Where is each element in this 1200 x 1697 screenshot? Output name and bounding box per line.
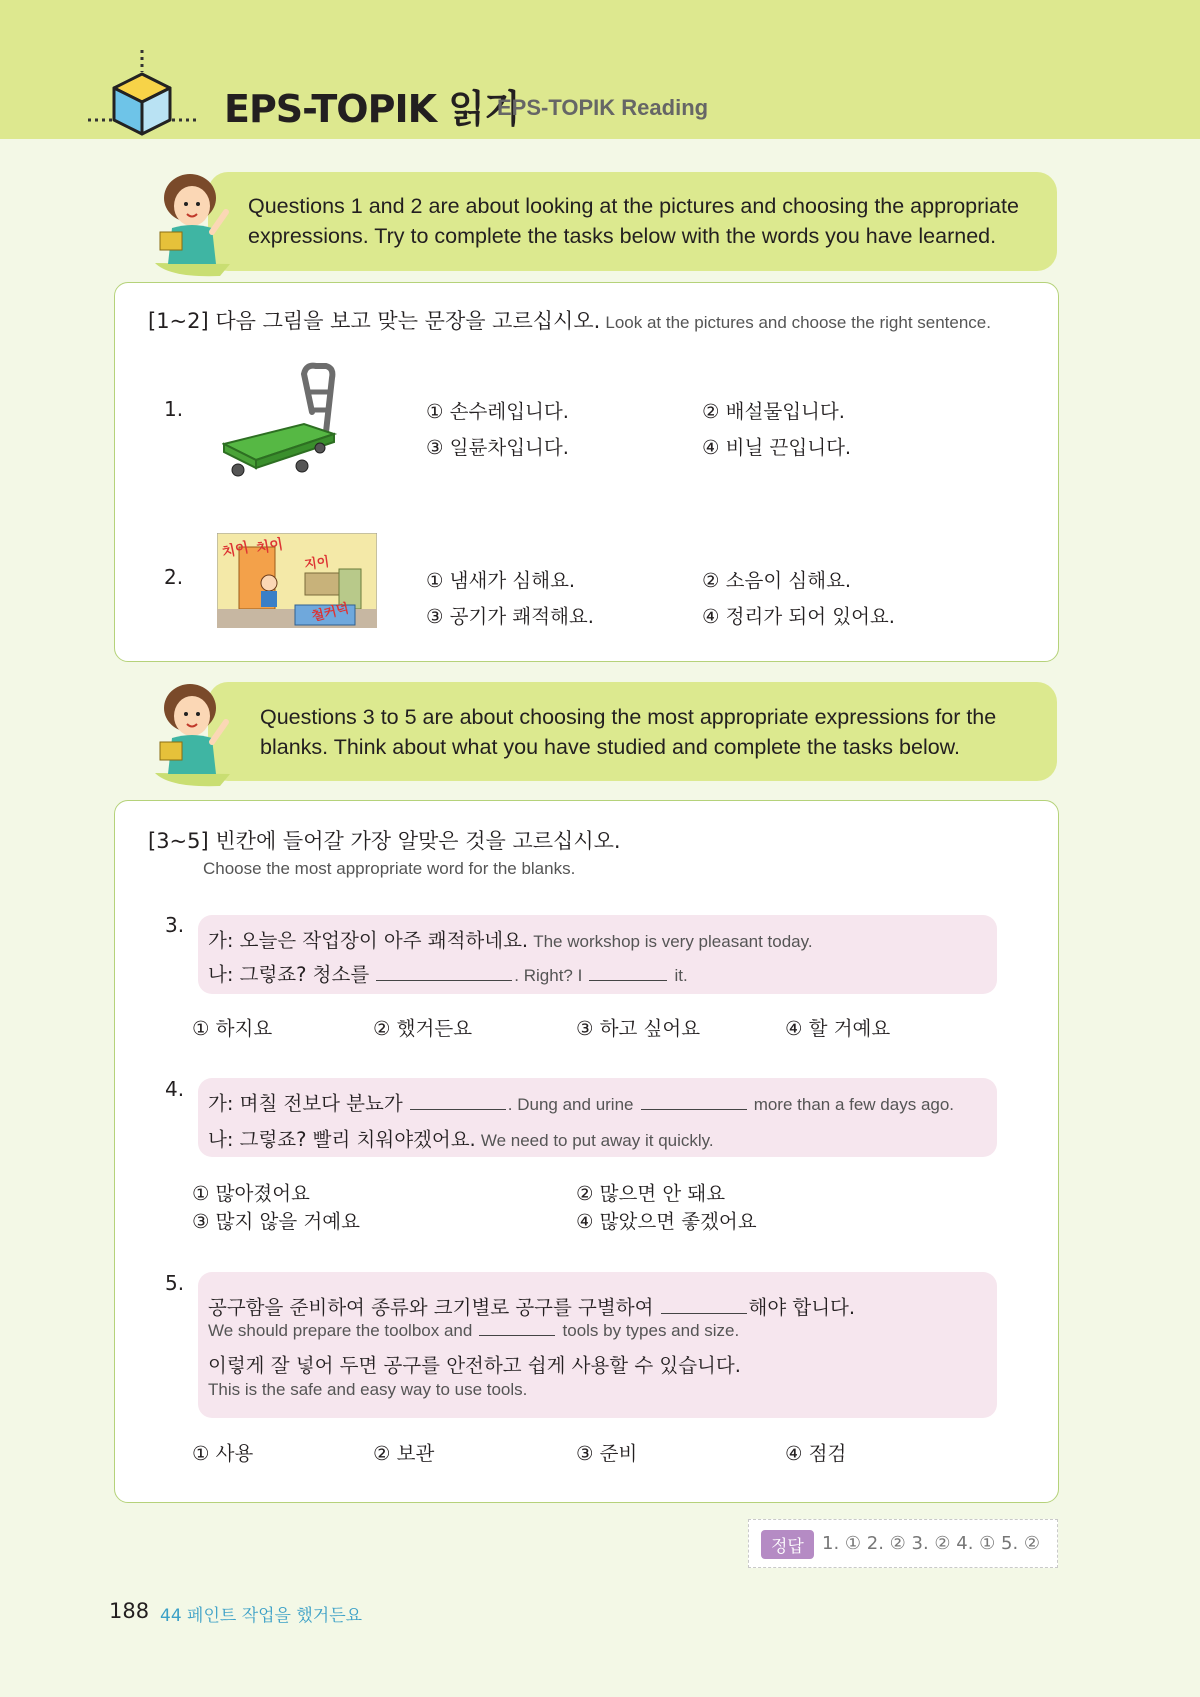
option[interactable]: ③ 일륜차입니다.: [426, 436, 569, 459]
dialog-en: it.: [674, 966, 688, 985]
section2-instruction-en: Choose the most appropriate word for the blanks.: [203, 859, 576, 878]
dialog-ko: 나: 그렇죠? 청소를: [208, 963, 370, 986]
dialog-line: This is the safe and easy way to use tools.: [208, 1380, 528, 1399]
dialog-line: [208, 1088, 954, 1116]
page-subtitle: EPS-TOPIK Reading: [497, 95, 709, 120]
option[interactable]: ① 손수레입니다.: [426, 400, 569, 423]
teacher-illustration-2: [150, 678, 240, 788]
intro-line: Questions 3 to 5 are about choosing the most appropriate expressions for the: [260, 705, 997, 729]
answer-blank[interactable]: [589, 980, 667, 981]
cube-icon: [88, 50, 198, 140]
question-number: 1.: [164, 397, 184, 421]
teacher-illustration-1: [150, 168, 240, 278]
answer-blank[interactable]: [661, 1313, 747, 1314]
noise-word: 치이: [220, 539, 251, 561]
option[interactable]: ① 사용: [192, 1442, 254, 1465]
instruction-ko: [1~2] 다음 그림을 보고 맞는 문장을 고르십시오.: [148, 309, 601, 333]
option[interactable]: ② 많으면 안 돼요: [576, 1182, 726, 1205]
dialog-en: We should prepare the toolbox and: [208, 1321, 473, 1340]
instruction-en: Look at the pictures and choose the right sentence.: [605, 313, 991, 332]
section1-instruction: [148, 305, 991, 335]
answer-blank[interactable]: [479, 1335, 555, 1336]
option[interactable]: ③ 하고 싶어요: [576, 1017, 701, 1040]
dialog-en: We need to put away it quickly.: [480, 1131, 714, 1150]
option[interactable]: ④ 정리가 되어 있어요.: [702, 605, 895, 628]
answer-blank[interactable]: [641, 1109, 747, 1110]
question-number: 4.: [165, 1077, 185, 1101]
hand-truck-image: [222, 362, 342, 484]
question-number: 3.: [165, 913, 185, 937]
option[interactable]: ① 냄새가 심해요.: [426, 569, 576, 592]
dialog-en: tools by types and size.: [562, 1321, 740, 1340]
option[interactable]: ③ 많지 않을 거예요: [192, 1210, 360, 1233]
dialog-line: [208, 1321, 739, 1341]
noise-word: 치이: [254, 536, 285, 557]
dialog-line: 이렇게 잘 넣어 두면 공구를 안전하고 쉽게 사용할 수 있습니다.: [208, 1354, 741, 1377]
dialog-line: [208, 925, 813, 953]
dialog-en: The workshop is very pleasant today.: [533, 932, 813, 951]
option[interactable]: ② 보관: [373, 1442, 435, 1465]
dialog-line: [208, 1292, 855, 1320]
option[interactable]: ② 했거든요: [373, 1017, 473, 1040]
noisy-room-image: [217, 533, 377, 628]
intro-line: blanks. Think about what you have studied and complete the tasks below.: [260, 735, 960, 759]
dialog-ko: 공구함을 준비하여 종류와 크기별로 공구를 구별하여: [208, 1296, 654, 1319]
noise-word: 지이: [303, 554, 331, 573]
option[interactable]: ② 배설물입니다.: [702, 400, 845, 423]
option[interactable]: ③ 공기가 쾌적해요.: [426, 605, 594, 628]
intro-text-2: [260, 702, 1050, 762]
question-number: 5.: [165, 1271, 185, 1295]
answer-blank[interactable]: [410, 1109, 506, 1110]
dialog-en: . Dung and urine: [507, 1095, 634, 1114]
chapter-title: 44 페인트 작업을 했거든요: [160, 1606, 363, 1626]
intro-line: Questions 1 and 2 are about looking at the pictures and choosing the appropriate: [248, 194, 1019, 218]
option[interactable]: ④ 점검: [785, 1442, 847, 1465]
dialog-ko: 나: 그렇죠? 빨리 치워야겠어요.: [208, 1128, 476, 1151]
intro-text-1: [248, 191, 1048, 251]
answer-label: 정답: [761, 1530, 814, 1559]
option[interactable]: ④ 비닐 끈입니다.: [702, 436, 852, 459]
option[interactable]: ④ 할 거예요: [785, 1017, 891, 1040]
page-title: EPS-TOPIK 읽기: [224, 87, 520, 131]
section2-instruction-ko: [3~5] 빈칸에 들어갈 가장 알맞은 것을 고르십시오.: [148, 829, 621, 853]
answer-text: 1. ① 2. ② 3. ② 4. ① 5. ②: [822, 1533, 1041, 1554]
page-number: 188: [109, 1599, 150, 1623]
dialog-ko: 해야 합니다.: [748, 1296, 856, 1319]
option[interactable]: ③ 준비: [576, 1442, 638, 1465]
option[interactable]: ① 많아졌어요: [192, 1182, 310, 1205]
dialog-ko: 가: 며칠 전보다 분뇨가: [208, 1092, 403, 1115]
intro-line: expressions. Try to complete the tasks below with the words you have learned.: [248, 224, 997, 248]
dialog-en: . Right? I: [514, 966, 583, 985]
option[interactable]: ① 하지요: [192, 1017, 273, 1040]
dialog-ko: 가: 오늘은 작업장이 아주 쾌적하네요.: [208, 929, 529, 952]
question-number: 2.: [164, 565, 184, 589]
noise-word: 철커덕: [310, 601, 351, 625]
option[interactable]: ④ 많았으면 좋겠어요: [576, 1210, 757, 1233]
dialog-line: [208, 1124, 714, 1152]
dialog-line: [208, 959, 688, 987]
answer-blank[interactable]: [376, 980, 512, 981]
dialog-en: more than a few days ago.: [753, 1095, 955, 1114]
option[interactable]: ② 소음이 심해요.: [702, 569, 852, 592]
